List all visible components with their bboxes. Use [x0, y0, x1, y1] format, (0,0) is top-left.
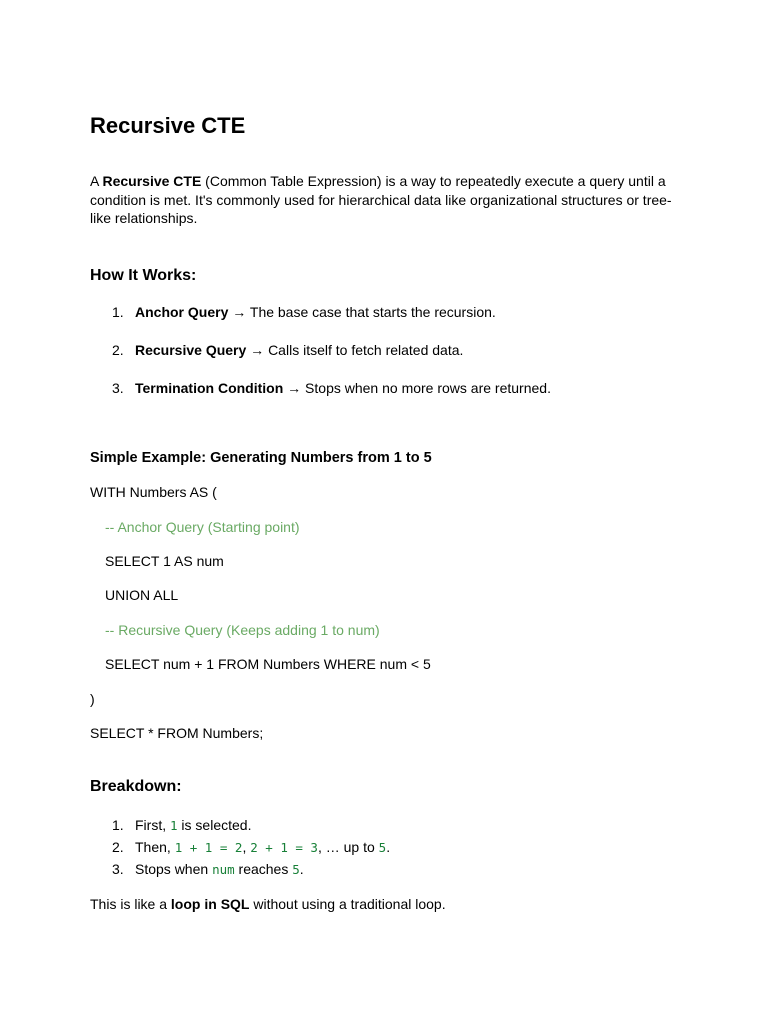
step-text — [135, 860, 304, 879]
step-desc: → The base case that starts the recursion. — [228, 304, 496, 320]
conclusion-bold: loop in SQL — [170, 896, 250, 912]
step-text — [135, 303, 496, 321]
code-line-8: SELECT * FROM Numbers; — [90, 725, 264, 741]
step-text — [135, 341, 463, 359]
step-term: Anchor Query — [135, 304, 229, 320]
step-number: 3. — [112, 861, 124, 877]
step-number: 3. — [112, 380, 124, 396]
text-segment: Then, — [135, 839, 175, 855]
text-segment: . — [386, 839, 391, 855]
text-segment: First, — [135, 817, 170, 833]
inline-code: 1 — [170, 818, 178, 833]
step-number: 2. — [112, 839, 124, 855]
text-segment: This is like a — [90, 896, 171, 912]
step-number: 1. — [112, 817, 124, 833]
page-title: Recursive CTE — [90, 113, 246, 138]
step-term: Recursive Query — [135, 342, 247, 358]
step-term: Termination Condition — [135, 380, 284, 396]
example-heading: Simple Example: Generating Numbers from 1 to 5 — [90, 450, 432, 466]
inline-code: num — [212, 862, 235, 877]
code-line-6: SELECT num + 1 FROM Numbers WHERE num < 5 — [105, 656, 431, 672]
code-line-1: WITH Numbers AS ( — [90, 484, 217, 500]
breakdown-heading: Breakdown: — [90, 778, 182, 795]
text-segment: . — [299, 861, 304, 877]
intro-prefix: A — [90, 173, 103, 189]
text-segment: is selected. — [177, 817, 252, 833]
code-line-3: SELECT 1 AS num — [105, 553, 224, 569]
intro-rest: (Common Table Expression) is a way to repeatedly execute a query until a condition is met. It's commonly used for hierarchical data like organizational structures or tree-like relationships. — [90, 173, 672, 226]
text-segment: , — [242, 839, 251, 855]
intro-paragraph — [90, 172, 680, 228]
text-segment: , … up to — [317, 839, 379, 855]
step-text — [135, 816, 251, 835]
inline-code: 2 + 1 = 3 — [250, 840, 318, 855]
step-text — [135, 838, 390, 857]
code-comment-recursive: -- Recursive Query (Keeps adding 1 to num) — [105, 622, 380, 638]
text-segment: reaches — [234, 861, 293, 877]
step-desc: → Stops when no more rows are returned. — [283, 380, 551, 396]
inline-code: 1 + 1 = 2 — [174, 840, 243, 855]
code-line-4: UNION ALL — [105, 587, 179, 603]
conclusion-paragraph — [90, 895, 446, 913]
step-text — [135, 379, 551, 397]
step-number: 1. — [112, 304, 124, 320]
text-segment: Stops when — [135, 861, 213, 877]
how-it-works-heading: How It Works: — [90, 267, 197, 284]
text-segment: without using a traditional loop. — [249, 896, 446, 912]
step-desc: → Calls itself to fetch related data. — [246, 342, 464, 358]
inline-code: 5 — [378, 840, 387, 855]
intro-bold-term: Recursive CTE — [102, 173, 202, 189]
step-number: 2. — [112, 342, 124, 358]
code-line-7: ) — [90, 691, 95, 707]
code-comment-anchor: -- Anchor Query (Starting point) — [105, 519, 300, 535]
inline-code: 5 — [292, 862, 300, 877]
